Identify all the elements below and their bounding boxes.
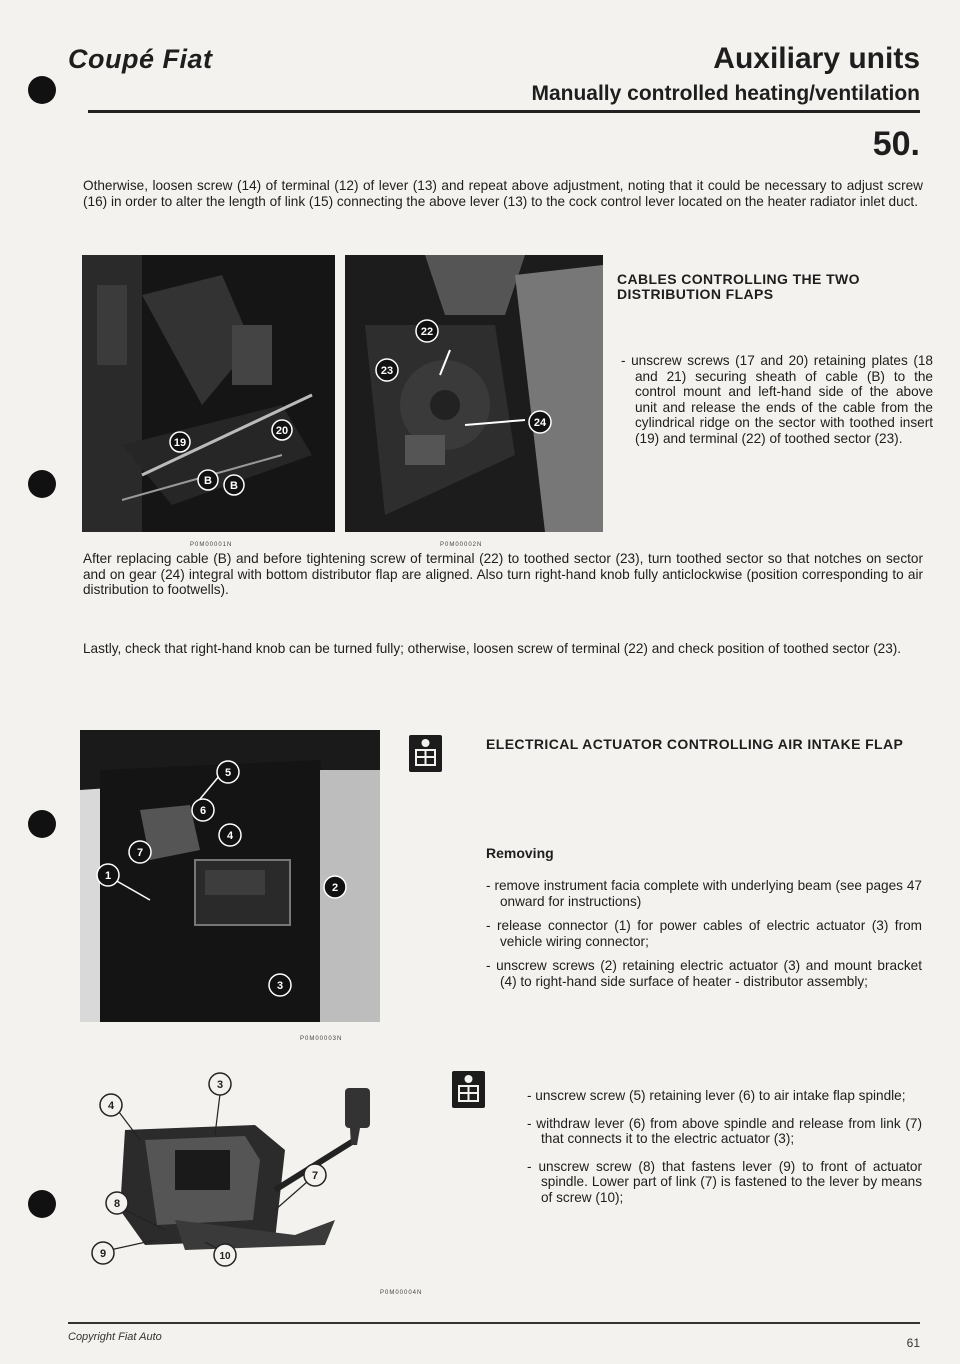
lastly-paragraph: Lastly, check that right-hand knob can be turned fully; otherwise, loosen screw of terminal (22) and check position of toothed sector (23). <box>83 641 902 656</box>
page-number: 61 <box>906 1336 920 1350</box>
actuator-step: - unscrew screws (2) retaining electric actuator (3) and mount bracket (4) to right-hand side surface of heater - distributor assembly; <box>486 958 922 989</box>
callout-label: 9 <box>99 1248 107 1260</box>
section-title: Auxiliary units <box>713 42 920 75</box>
callout-label: 22 <box>420 326 434 338</box>
callout-label: 19 <box>173 437 187 449</box>
page-code: 50. <box>872 125 920 163</box>
drawing-caption: P0M00004N <box>380 1290 423 1296</box>
callout-label: 2 <box>331 882 339 894</box>
after-replacing-paragraph: After replacing cable (B) and before tightening screw of terminal (22) to toothed sector (23), turn toothed sector so that notches on sector and on gear (24) integral with bottom distributor flap are aligned. Also turn right-hand knob fully anticlockwise (position corresponding to air distribution to footwells). <box>83 551 923 597</box>
footer-copyright: Copyright Fiat Auto <box>68 1331 162 1343</box>
photo-cable-left <box>82 255 335 532</box>
callout-label: 3 <box>276 980 284 992</box>
actuator-line-drawing <box>75 1070 410 1270</box>
callout-label: 1 <box>104 870 112 882</box>
actuator-step: - release connector (1) for power cables of electric actuator (3) from vehicle wiring connector; <box>486 918 922 949</box>
actuator-step: - unscrew screw (8) that fastens lever (9) to front of actuator spindle. Lower part of link (7) is fastened to the lever by means of screw (10); <box>527 1158 922 1205</box>
callout-label: 4 <box>107 1100 115 1112</box>
removal-tool-icon <box>452 1071 485 1108</box>
callout-label: 4 <box>226 830 234 842</box>
actuator-step: - remove instrument facia complete with underlying beam (see pages 47 onward for instructions) <box>486 878 922 909</box>
cables-step: - unscrew screws (17 and 20) retaining plates (18 and 21) securing sheath of cable (B) to the control mount and left-hand side of the above unit and release the ends of the cable from the cylindrical ridge on the sector with toothed insert (19) and terminal (22) of toothed sector (23). <box>621 353 933 446</box>
callout-label: 6 <box>199 805 207 817</box>
callout-label: 8 <box>113 1198 121 1210</box>
intro-paragraph: Otherwise, loosen screw (14) of terminal (12) of lever (13) and repeat above adjustment, noting that it could be necessary to adjust screw (16) in order to alter the length of link (15) connecting the above lever (13) to the cock control lever located on the heater radiator inlet duct. <box>83 178 923 209</box>
footer-rule <box>68 1322 920 1324</box>
callout-label: 5 <box>224 767 232 779</box>
photo-cable-right <box>345 255 603 532</box>
actuator-steps-list <box>486 878 922 989</box>
actuator-step: - withdraw lever (6) from above spindle and release from link (7) that connects it to the electric actuator (3); <box>527 1115 922 1146</box>
callout-label: 7 <box>311 1170 319 1182</box>
actuator-step: - unscrew screw (5) retaining lever (6) to air intake flap spindle; <box>527 1088 906 1103</box>
photo-caption: P0M00002N <box>440 542 483 548</box>
binder-hole <box>28 76 56 104</box>
binder-hole <box>28 470 56 498</box>
callout-label: 24 <box>533 417 547 429</box>
callout-label: 10 <box>219 1251 231 1262</box>
actuator-steps2-list <box>527 1088 922 1205</box>
callout-label: 3 <box>216 1079 224 1091</box>
removing-subheading: Removing <box>486 845 554 861</box>
photo-caption: P0M00001N <box>190 542 233 548</box>
subsection-title: Manually controlled heating/ventilation <box>531 82 920 105</box>
callout-label: 20 <box>275 425 289 437</box>
brand-title: Coupé Fiat <box>68 44 213 74</box>
cables-heading: CABLES CONTROLLING THE TWO DISTRIBUTION FLAPS <box>617 271 860 302</box>
photo-actuator <box>80 730 380 1022</box>
removal-tool-icon <box>409 735 442 772</box>
callout-label: 23 <box>380 365 394 377</box>
callout-label: B <box>204 475 212 487</box>
actuator-heading: ELECTRICAL ACTUATOR CONTROLLING AIR INTAKE FLAP <box>486 736 904 752</box>
callout-label: B <box>230 480 238 492</box>
photo-caption: P0M00003N <box>300 1036 343 1042</box>
binder-hole <box>28 810 56 838</box>
binder-hole <box>28 1190 56 1218</box>
header-rule <box>88 110 920 113</box>
callout-label: 7 <box>136 847 144 859</box>
